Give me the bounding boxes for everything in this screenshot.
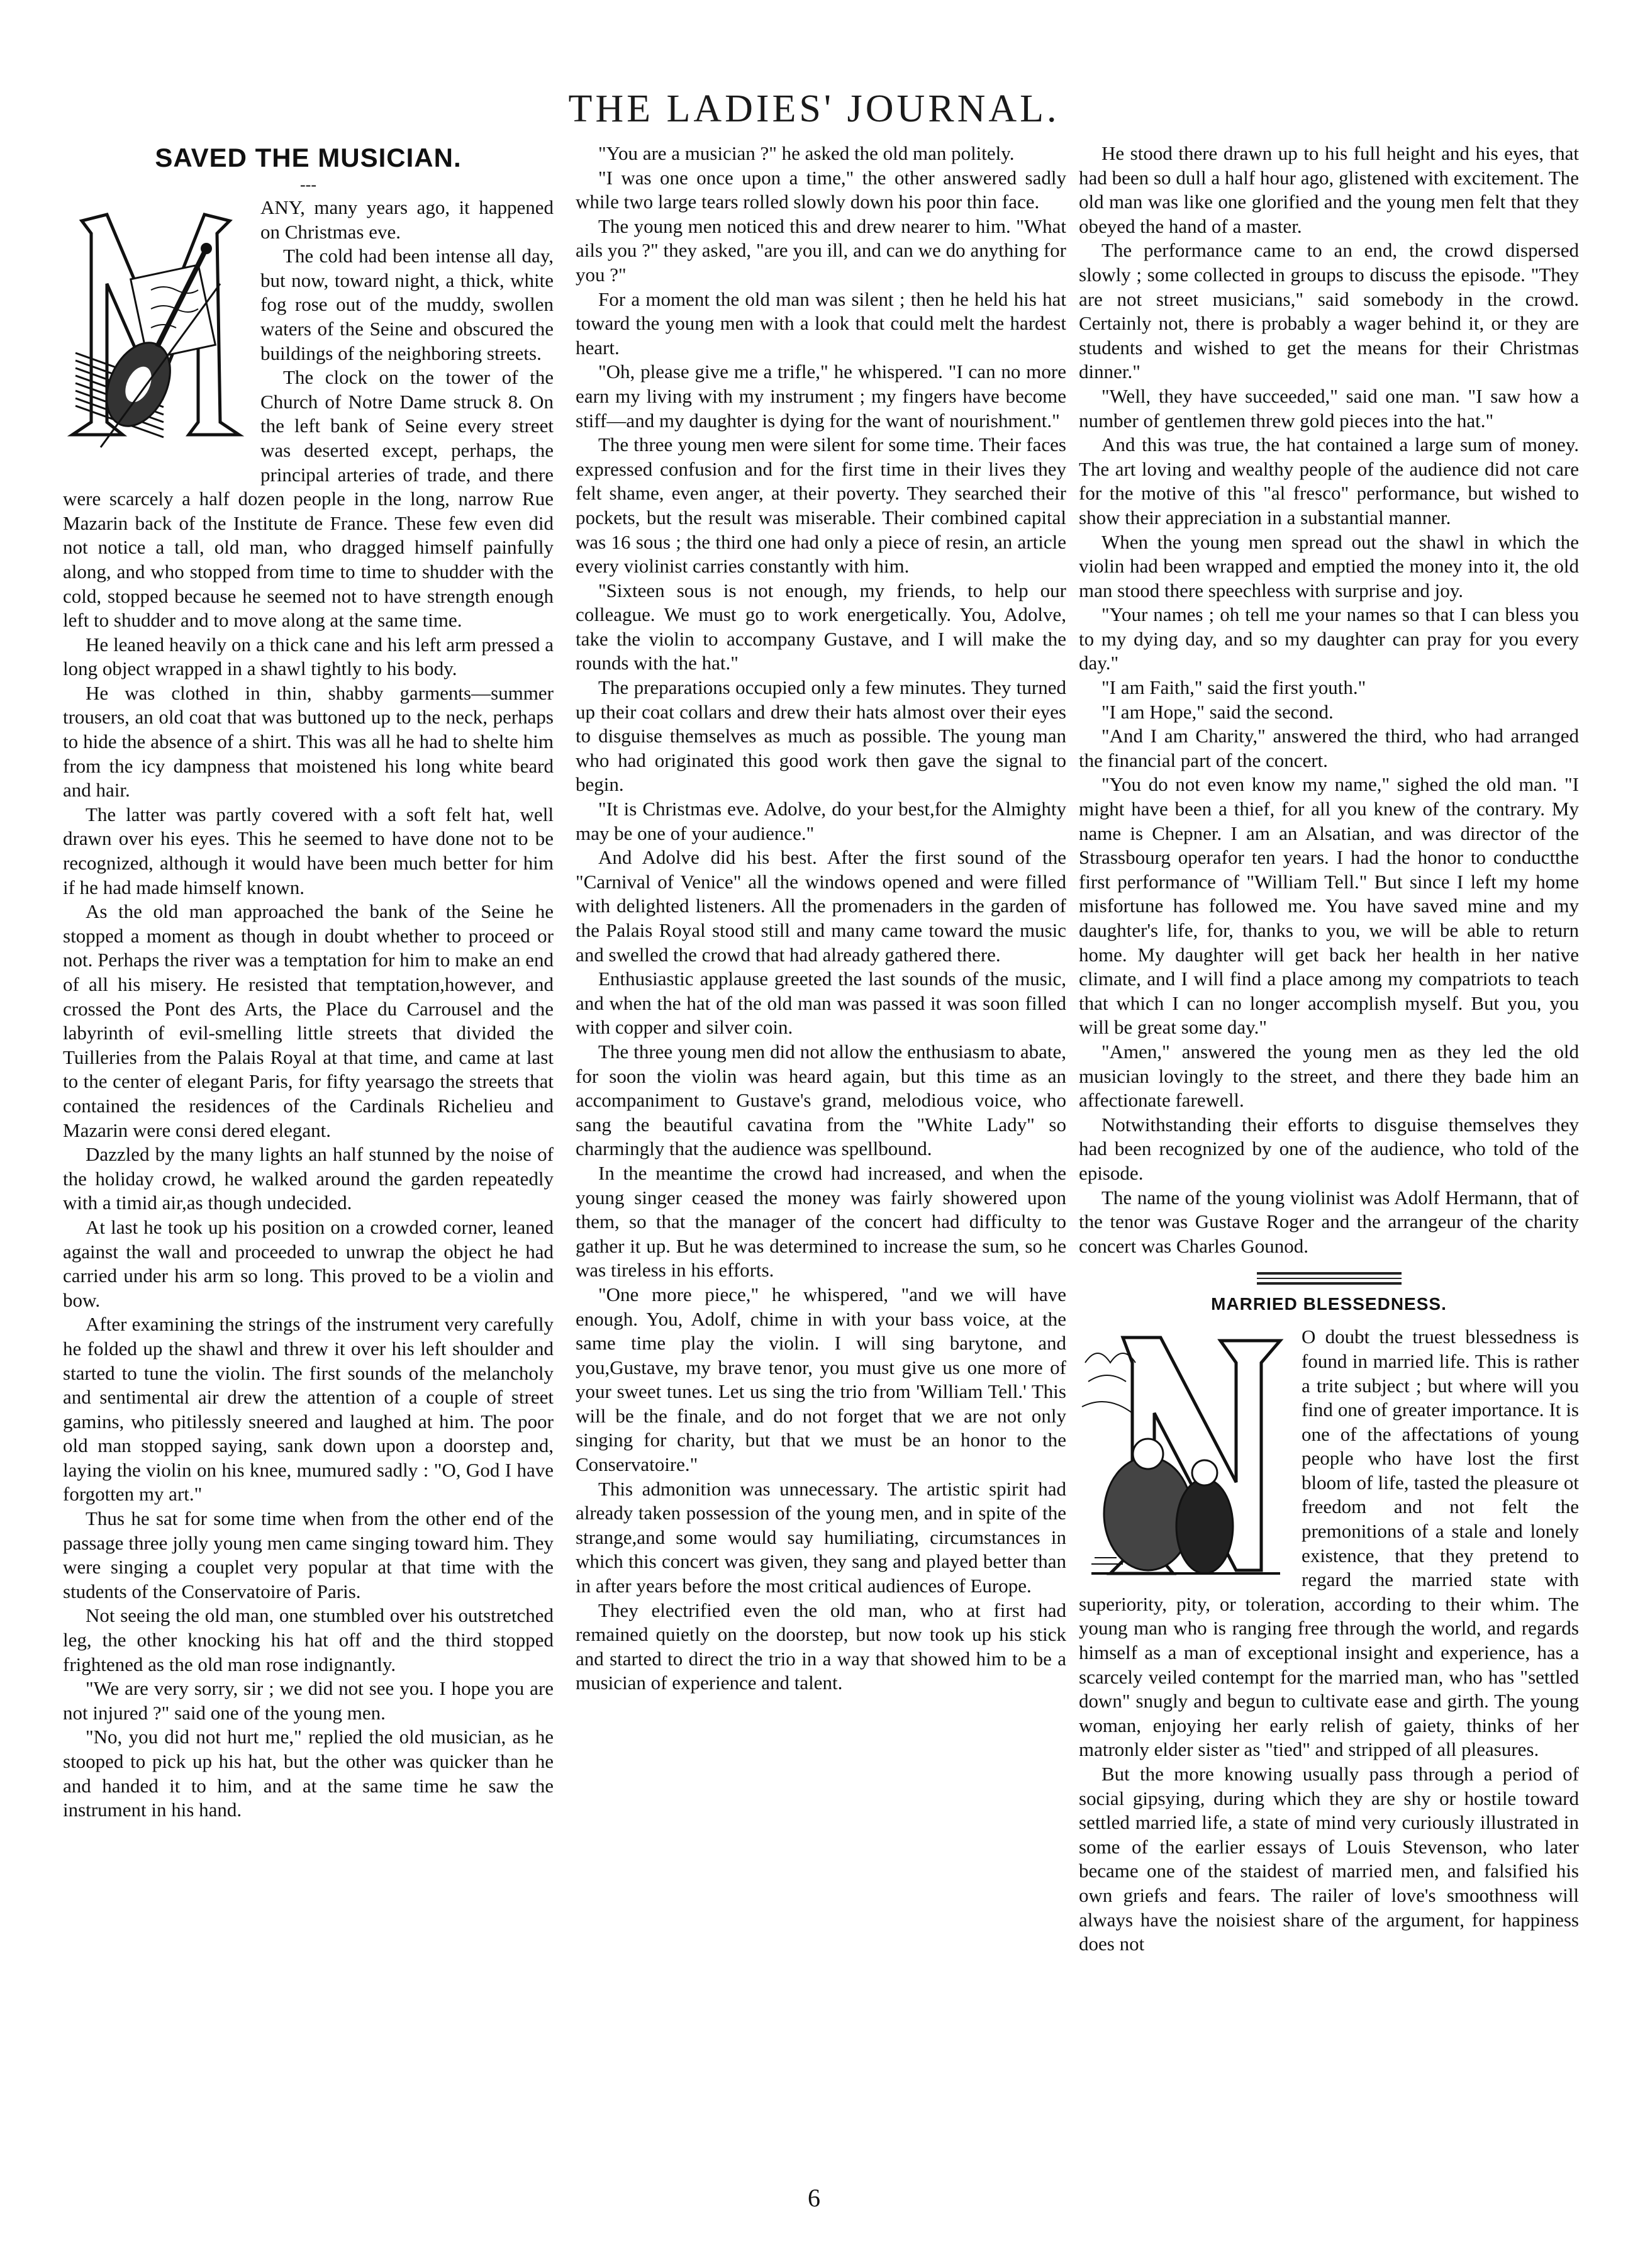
page-number: 6 — [808, 2184, 820, 2212]
column-2 — [576, 142, 1066, 2136]
paragraph: And Adolve did his best. After the first sound of the "Carnival of Venice" all the windows opened and were filled with delighted listeners. All the promenaders in the garden of the Palais Royal stood still and many came toward the music and swelled the crowd that had already gathered there. — [576, 846, 1066, 966]
paragraph: "One more piece," he whispered, "and we will have enough. You, Adolf, chime in with your bass voice, at the same time play the violin. I will sing barytone, and you,Gustave, my brave tenor, you must give us one more of your sweet tunes. Let us sing the trio from 'William Tell.' This will be the finale, and do not forget that we are not only singing for charity, but that we must be an honor to the Conservatoire." — [576, 1283, 1066, 1476]
couple-drop-cap-illustration — [1079, 1325, 1293, 1583]
paragraph: The three young men did not allow the enthusiasm to abate, for soon the violin was heard again, but this time as an accompaniment to Gustave's grand, melodious voice, who sang the beautiful cavatina from the "White Lady" so charmingly that the audience was spellbound. — [576, 1040, 1066, 1160]
paragraph: "Amen," answered the young men as they led the old musician lovingly to the street, and there they bade him an affectionate farewell. — [1079, 1040, 1579, 1112]
paragraph: "You do not even know my name," sighed the old man. "I might have been a thief, for all you knew of the contrary. My name is Chepner. I am an Alsatian, and was director of the Strassbourg operafor ten years. I had the honor to conductthe first performance of "William Tell." But since I left my home misfortune has followed me. You have saved mine and my daughter's life, for, thanks to you, we will be able to return home. My daughter will get back her health in her native climate, and I will find a place among my compatriots to teach that which I can no longer accomplish myself. But you, you will be great some day." — [1079, 773, 1579, 1039]
paragraph: "Well, they have succeeded," said one man. "I saw how a number of gentlemen threw gold pieces into the hat." — [1079, 384, 1579, 432]
paragraph: Not seeing the old man, one stumbled over his outstretched leg, the other knocking his hat off and the third stopped frightened as the old man rose indignantly. — [63, 1604, 554, 1675]
paragraph: "You are a musician ?" he asked the old man politely. — [598, 142, 1015, 164]
paragraph: Enthusiastic applause greeted the last sounds of the music, and when the hat of the old man was passed it was soon filled with copper and silver coin. — [576, 968, 1066, 1039]
paragraph: Notwithstanding their efforts to disguise themselves they had been recognized by one of the audience, who told of the episode. — [1079, 1113, 1579, 1184]
column-3 — [1079, 142, 1579, 2136]
paragraph: The cold had been intense all day, but now, toward night, a thick, white fog rose out of the muddy, swollen waters of the Seine and obscured the buildings of the neighboring streets. — [260, 245, 554, 364]
paragraph: The performance came to an end, the crowd dispersed slowly ; some collected in groups to discuss the episode. "They are not street musicians," said somebody in the crowd. Certainly not, there is probably a wager behind it, or they are students and wished to get the means for their Christmas dinner." — [1079, 239, 1579, 383]
paragraph: This admonition was unnecessary. The artistic spirit had already taken possession of the young men, and in spite of the strange,and some would say humiliating, circumstances in which this concert was given, they sang and played better than in after years before the most critical audiences of Europe. — [576, 1477, 1066, 1597]
paragraph: "Oh, please give me a trifle," he whispered. "I can no more earn my living with my instrument ; my fingers have become stiff—and my daughter is dying for the want of nourishment." — [576, 360, 1066, 432]
paragraph: Dazzled by the many lights an half stunned by the noise of the holiday crowd, he walked around the garden repeatedly with a timid air,as though undecided. — [63, 1143, 554, 1214]
paragraph: "Sixteen sous is not enough, my friends, to help our colleague. We must go to work energetically. You, Adolve, take the violin to accompany Gustave, and I will make the rounds with the hat." — [576, 579, 1066, 674]
paragraph: "Your names ; oh tell me your names so that I can bless you to my dying day, and so my daughter can pray for you every day." — [1079, 603, 1579, 674]
couple-drop-cap-icon — [1079, 1325, 1293, 1583]
paragraph: After examining the strings of the instrument very carefully he folded up the shawl and threw it over his left shoulder and started to tune the violin. The first sounds of the melancholy and sentimental air drew the attention of a couple of street gamins, who pitilessly sneered and laughed at him. The poor old man stopped saying, sank down upon a doorstep and, laying the violin on his knee, mumured sadly : "O, God I have forgotten my art." — [63, 1313, 554, 1505]
paragraph: "We are very sorry, sir ; we did not see you. I hope you are not injured ?" said one of the young men. — [63, 1677, 554, 1724]
paragraph: For a moment the old man was silent ; then he held his hat toward the young men with a look that could melt the hardest heart. — [576, 288, 1066, 359]
paragraph: The clock on the tower of the Church of Notre Dame struck 8. On the left bank of Seine every street was deserted except, perhaps, the principal arteries of trade, and there were scarcely a half dozen people in the long, narrow Rue Mazarin back of the Institute de France. These few even did not notice a tall, old man, who dragged himself painfully along, and who stopped from time to time to shudder with the cold, stopped because he seemed not to have strength enough left to shudder and to move along at the same time. — [63, 366, 554, 632]
paragraph: The three young men were silent for some time. Their faces expressed confusion and for the first time in their lives they felt shame, even anger, at their poverty. They searched their pockets, but the result was miserable. Their combined capital was 16 sous ; the third one had only a piece of resin, an article every violinist carries constantly with him. — [576, 433, 1066, 578]
paragraph: He leaned heavily on a thick cane and his left arm pressed a long object wrapped in a shawl tightly to his body. — [63, 633, 554, 680]
article-title: SAVED THE MUSICIAN. — [155, 143, 462, 172]
paragraph: The young men noticed this and drew nearer to him. "What ails you ?" they asked, "are you ill, and can we do anything for you ?" — [576, 215, 1066, 286]
violin-drop-cap-icon — [63, 196, 252, 472]
paragraph: "I am Hope," said the second. — [1101, 700, 1334, 723]
article-divider-rule — [1257, 1272, 1402, 1285]
paragraph: "I am Faith," said the first youth." — [1101, 676, 1366, 699]
paragraph: In the meantime the crowd had increased, and when the young singer ceased the money was fairly showered upon them, so that the manager of the concert had difficulty to gather it up. But he was determined to increase the sum, so he was tireless in his efforts. — [576, 1161, 1066, 1282]
title-dash: --- — [300, 176, 316, 194]
paragraph: He stood there drawn up to his full height and his eyes, that had been so dull a half hour ago, glistened with excitement. The old man was like one glorified and the young men felt that they obeyed the hand of a master. — [1079, 142, 1579, 237]
paragraph: As the old man approached the bank of the Seine he stopped a moment as though in doubt whether to proceed or not. Perhaps the river was a temptation for him to make an end of all his misery. He resisted that temptation,however, and crossed the Pont des Arts, the Place du Carrousel and the labyrinth of evil-smelling little streets that divided the Tuilleries from the Palais Royal at that time, and came at last to the center of elegant Paris, for fifty yearsago the streets that contained the residences of the Cardinals Richelieu and Mazarin were consi dered elegant. — [63, 900, 554, 1141]
paragraph: Thus he sat for some time when from the other end of the passage three jolly young men came singing toward him. They were singing a couplet very popular at that time with the students of the Conservatoire of Paris. — [63, 1507, 554, 1602]
column-1 — [63, 142, 554, 2136]
paragraph: "And I am Charity," answered the third, who had arranged the financial part of the concert. — [1079, 725, 1579, 771]
paragraph: He was clothed in thin, shabby garments—summer trousers, an old coat that was buttoned up to the neck, perhaps to hide the absence of a shirt. This was all he had to shelte him from the icy dampness that moistened his long white beard and hair. — [63, 681, 554, 802]
violin-drop-cap-illustration — [63, 196, 252, 472]
paragraph: The latter was partly covered with a soft felt hat, well drawn over his eyes. This he seemed to have done not to be recognized, although it would have been much better for him if he had made himself known. — [63, 803, 554, 898]
article-title: MARRIED BLESSEDNESS. — [1211, 1294, 1447, 1314]
paragraph: They electrified even the old man, who at first had remained quietly on the doorstep, but now took up his stick and started to direct the trio in a way that showed him to be a musician of experience and talent. — [576, 1599, 1066, 1694]
paragraph: When the young men spread out the shawl in which the violin had been wrapped and emptied the money into it, the old man stood there speechless with surprise and joy. — [1079, 530, 1579, 601]
lead-paragraph: ANY, many years ago, it happened on Christmas eve. — [260, 196, 554, 243]
lead-paragraph: O doubt the truest blessedness is found in married life. This is rather a trite subject ; but where will you find one of greater importance. It is one of the affectations of young people who have lost the first bloom of life, tasted the pleasure ot freedom and not felt the premonitions of a stale and lonely existence, that they pretend to regard the married state with superiority, pity, or toleration, according to their whim. The young man who is ranging free through the world, and regards himself as a man of exceptional insight and experience, has a scarcely veiled contempt for the married man, who has "settled down" snugly and begun to cultivate ease and girth. The young woman, enjoying her early relish of gaiety, thinks of her matronly elder sister as "tied" and stripped of all pleasures. — [1079, 1326, 1579, 1761]
paragraph: "It is Christmas eve. Adolve, do your best,for the Almighty may be one of your audience." — [576, 798, 1066, 844]
paragraph: The name of the young violinist was Adolf Hermann, that of the tenor was Gustave Roger and the arrangeur of the charity concert was Charles Gounod. — [1079, 1186, 1579, 1257]
paragraph: At last he took up his position on a crowded corner, leaned against the wall and proceeded to unwrap the object he had carried under his arm so long. This proved to be a violin and bow. — [63, 1215, 554, 1311]
paragraph: "No, you did not hurt me," replied the old musician, as he stooped to pick up his hat, but the other was quicker than he and handed it to him, and at the same time he saw the instrument in his hand. — [63, 1726, 554, 1821]
paragraph: But the more knowing usually pass through a period of social gipsying, during which they are shy or hostile toward settled married life, a state of mind very curiously illustrated in some of the earlier essays of Louis Stevenson, who later became one of the staidest of married men, and falsified his own griefs and fears. The railer of love's smoothness will always have the noisiest share of the argument, for happiness does not — [1079, 1763, 1579, 1955]
masthead: THE LADIES' JOURNAL. — [568, 87, 1060, 130]
paragraph: The preparations occupied only a few minutes. They turned up their coat collars and drew their hats almost over their eyes to disguise themselves as much as possible. The young man who had originated this good work then gave the signal to begin. — [576, 676, 1066, 796]
paragraph: "I was one once upon a time," the other answered sadly while two large tears rolled slowly down his poor thin face. — [576, 166, 1066, 213]
paragraph: And this was true, the hat contained a large sum of money. The art loving and wealthy people of the audience did not care for the motive of this "al fresco" performance, but wished to show their appreciation in a substantial manner. — [1079, 433, 1579, 528]
